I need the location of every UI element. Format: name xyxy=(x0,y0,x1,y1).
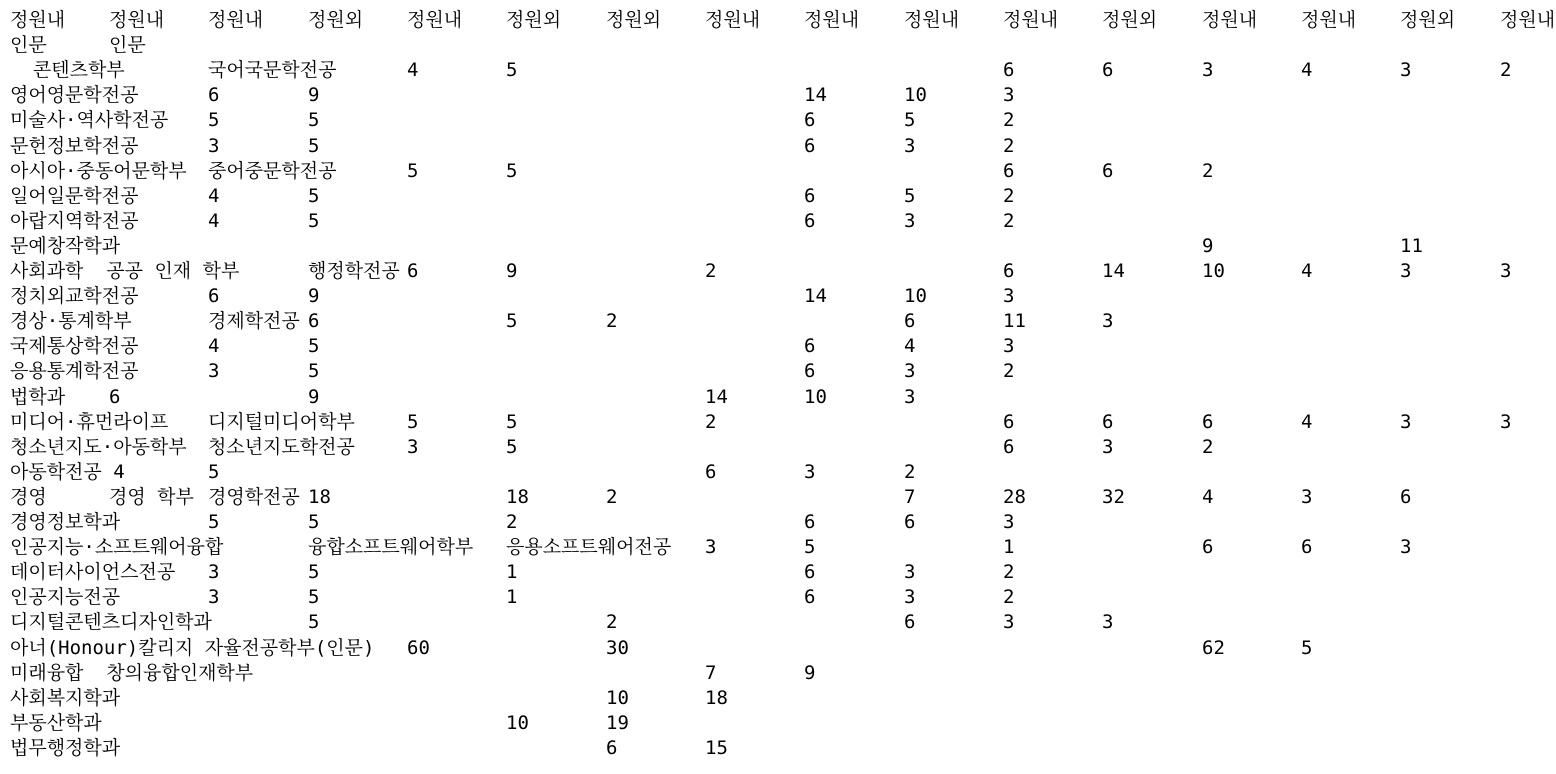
table-cell: 5 xyxy=(308,511,320,533)
table-cell: 5 xyxy=(407,159,419,182)
table-cell: 일어일문학전공 xyxy=(10,184,139,207)
table-cell: 2 xyxy=(1003,134,1015,157)
table-cell: 4 xyxy=(904,335,916,358)
table-cell: 2 xyxy=(1003,209,1015,232)
table-cell: 인공지능·소프트웨어융합 xyxy=(10,536,224,559)
table-row xyxy=(0,510,1556,535)
table-cell: 디지털콘텐츠디자인학과 xyxy=(10,611,212,634)
table-cell: 국어국문학전공 xyxy=(208,59,337,82)
table-cell: 4 xyxy=(208,184,220,207)
table-cell: 18 xyxy=(506,485,529,508)
table-cell: 6 xyxy=(1003,410,1015,433)
table-cell: 정원외 xyxy=(606,9,662,31)
table-cell: 6 xyxy=(1003,59,1015,82)
table-cell: 3 xyxy=(1102,611,1114,634)
table-cell: 18 xyxy=(308,485,331,508)
table-cell: 아랍지역학전공 xyxy=(10,209,139,232)
table-cell: 2 xyxy=(1500,59,1512,82)
table-cell: 3 xyxy=(904,385,916,408)
table-cell: 7 xyxy=(904,485,916,508)
table-cell: 5 xyxy=(208,511,220,533)
table-cell: 법무행정학과 xyxy=(10,736,121,759)
table-cell: 5 xyxy=(506,310,518,333)
table-cell: 5 xyxy=(308,109,320,132)
table-row xyxy=(0,334,1556,359)
table-cell: 6 xyxy=(705,460,717,483)
table-cell: 5 xyxy=(506,59,518,82)
table-cell: 융합소프트웨어학부 xyxy=(308,536,474,559)
table-cell: 6 xyxy=(804,360,816,383)
table-cell: 미디어·휴먼라이프 xyxy=(10,410,169,433)
table-cell: 중어중문학전공 xyxy=(208,159,337,182)
table-row xyxy=(0,610,1556,635)
table-cell: 30 xyxy=(606,636,629,659)
table-cell: 18 xyxy=(705,686,728,709)
table-cell: 14 xyxy=(705,385,728,408)
table-cell: 5 xyxy=(208,109,220,132)
table-cell: 법학과 xyxy=(10,385,66,408)
table-row xyxy=(0,159,1556,184)
table-cell: 6 xyxy=(208,285,220,308)
table-cell: 청소년지도·아동학부 xyxy=(10,435,187,458)
table-cell: 사회과학 공공 인재 학부 xyxy=(10,260,240,282)
table-cell: 콘텐츠학부 xyxy=(10,59,125,82)
table-cell: 11 xyxy=(1003,310,1026,333)
table-cell: 3 xyxy=(1500,410,1512,433)
table-cell: 9 xyxy=(506,260,518,282)
table-row xyxy=(0,585,1556,610)
table-cell: 9 xyxy=(308,385,320,408)
table-cell: 14 xyxy=(804,285,827,308)
table-row xyxy=(0,686,1556,711)
table-cell: 3 xyxy=(904,134,916,157)
table-cell: 6 xyxy=(1102,410,1114,433)
table-row xyxy=(0,385,1556,410)
table-cell: 6 xyxy=(804,184,816,207)
table-row xyxy=(0,58,1556,83)
table-cell: 3 xyxy=(208,561,220,584)
table-cell: 5 xyxy=(506,435,518,458)
table-cell: 4 xyxy=(1301,59,1313,82)
table-cell: 9 xyxy=(308,84,320,107)
table-cell: 정원내 xyxy=(109,9,165,31)
table-cell: 60 xyxy=(407,636,430,659)
table-cell: 3 xyxy=(208,134,220,157)
table-cell: 1 xyxy=(1003,536,1015,559)
table-cell: 정원외 xyxy=(506,9,562,31)
table-row xyxy=(0,661,1556,686)
table-cell: 6 xyxy=(1102,59,1114,82)
table-cell: 5 xyxy=(308,586,320,609)
table-cell: 정원내 xyxy=(904,9,960,31)
table-cell: 1 xyxy=(506,586,518,609)
table-cell: 6 xyxy=(804,209,816,232)
table-cell: 10 xyxy=(904,285,927,308)
table-cell: 4 xyxy=(407,59,419,82)
table-cell: 4 xyxy=(208,335,220,358)
table-cell: 5 xyxy=(506,159,518,182)
table-cell: 2 xyxy=(904,460,916,483)
table-cell: 2 xyxy=(1202,435,1214,458)
table-cell: 6 xyxy=(1003,159,1015,182)
table-row xyxy=(0,134,1556,159)
table-cell: 5 xyxy=(506,410,518,433)
table-cell: 3 xyxy=(1202,59,1214,82)
table-cell: 1 xyxy=(506,561,518,584)
table-cell: 2 xyxy=(1202,159,1214,182)
table-cell: 인문 xyxy=(10,34,47,57)
table-cell: 정원외 xyxy=(1400,9,1456,31)
table-cell: 6 xyxy=(904,611,916,634)
table-cell: 3 xyxy=(1003,511,1015,533)
table-cell: 3 xyxy=(1400,536,1412,559)
table-cell: 3 xyxy=(705,536,717,559)
table-cell: 10 xyxy=(506,711,529,734)
table-cell: 5 xyxy=(407,410,419,433)
table-cell: 경제학전공 xyxy=(208,310,300,333)
table-row xyxy=(0,560,1556,585)
table-cell: 정원내 xyxy=(1003,9,1059,31)
table-cell: 경영학전공 xyxy=(208,485,300,508)
table-cell: 경영정보학과 xyxy=(10,511,121,533)
table-cell: 6 xyxy=(1003,435,1015,458)
table-cell: 응용통계학전공 xyxy=(10,360,139,383)
table-cell: 2 xyxy=(1003,586,1015,609)
table-cell: 6 xyxy=(904,310,916,333)
table-cell: 6 xyxy=(1400,485,1412,508)
table-row xyxy=(0,636,1556,661)
table-cell: 5 xyxy=(804,536,816,559)
table-cell: 5 xyxy=(208,460,220,483)
table-cell: 6 xyxy=(804,134,816,157)
table-cell: 5 xyxy=(904,109,916,132)
table-cell: 3 xyxy=(1003,611,1015,634)
table-cell: 4 xyxy=(1301,410,1313,433)
table-cell: 3 xyxy=(1003,335,1015,358)
table-cell: 6 xyxy=(804,511,816,533)
table-cell: 문헌정보학전공 xyxy=(10,134,139,157)
table-cell: 5 xyxy=(308,134,320,157)
table-cell: 문예창작학과 xyxy=(10,234,121,257)
table-cell: 5 xyxy=(1301,636,1313,659)
table-cell: 5 xyxy=(308,335,320,358)
table-cell: 3 xyxy=(208,360,220,383)
table-cell: 3 xyxy=(1301,485,1313,508)
table-cell: 9 xyxy=(804,661,816,684)
table-cell: 3 xyxy=(1400,260,1412,282)
table-row xyxy=(0,435,1556,460)
table-cell: 62 xyxy=(1202,636,1225,659)
table-row xyxy=(0,108,1556,133)
table-cell: 정원내 xyxy=(1202,9,1258,31)
table-cell: 3 xyxy=(208,586,220,609)
table-row xyxy=(0,410,1556,435)
table-cell: 미술사·역사학전공 xyxy=(10,109,169,132)
table-cell: 9 xyxy=(308,285,320,308)
table-cell: 3 xyxy=(904,561,916,584)
table-cell: 6 xyxy=(804,586,816,609)
table-cell: 14 xyxy=(1102,260,1125,282)
table-cell: 3 xyxy=(904,586,916,609)
table-cell: 5 xyxy=(308,184,320,207)
table-cell: 아동학전공 4 xyxy=(10,460,125,483)
table-cell: 10 xyxy=(904,84,927,107)
table-cell: 6 xyxy=(1102,159,1114,182)
table-cell: 3 xyxy=(1102,435,1114,458)
table-row xyxy=(0,485,1556,510)
table-header-row xyxy=(0,33,1556,58)
table-cell: 5 xyxy=(308,611,320,634)
table-cell: 정원내 xyxy=(1500,9,1556,31)
table-cell: 3 xyxy=(407,435,419,458)
table-cell: 6 xyxy=(904,511,916,533)
table-row xyxy=(0,460,1556,485)
table-cell: 경영 학부 xyxy=(109,485,194,508)
table-cell: 6 xyxy=(407,260,419,282)
table-cell: 2 xyxy=(606,485,618,508)
table-cell: 32 xyxy=(1102,485,1125,508)
table-cell: 5 xyxy=(308,209,320,232)
table-cell: 정원외 xyxy=(1102,9,1158,31)
table-cell: 6 xyxy=(606,736,618,759)
table-cell: 정원내 xyxy=(407,9,463,31)
table-cell: 인문 xyxy=(109,34,146,57)
table-cell: 행정학전공 xyxy=(308,260,400,282)
table-row xyxy=(0,284,1556,309)
table-cell: 정원내 xyxy=(804,9,860,31)
table-row xyxy=(0,184,1556,209)
table-cell: 6 xyxy=(804,561,816,584)
table-cell: 사회복지학과 xyxy=(10,686,121,709)
table-cell: 9 xyxy=(1202,234,1214,257)
table-cell: 2 xyxy=(705,260,717,282)
table-cell: 10 xyxy=(1202,260,1225,282)
table-cell: 5 xyxy=(308,561,320,584)
table-cell: 인공지능전공 xyxy=(10,586,121,609)
table-cell: 정원외 xyxy=(308,9,364,31)
table-cell: 3 xyxy=(904,360,916,383)
table-cell: 3 xyxy=(1102,310,1114,333)
table-cell: 3 xyxy=(1003,285,1015,308)
table-cell: 6 xyxy=(1202,536,1214,559)
table-cell: 아시아·중동어문학부 xyxy=(10,159,187,182)
table-cell: 청소년지도학전공 xyxy=(208,435,355,458)
table-cell: 2 xyxy=(1003,561,1015,584)
table-row xyxy=(0,736,1556,761)
table-cell: 6 xyxy=(804,109,816,132)
table-cell: 10 xyxy=(606,686,629,709)
table-cell: 정치외교학전공 xyxy=(10,285,139,308)
table-cell: 3 xyxy=(1003,84,1015,107)
table-cell: 4 xyxy=(1301,260,1313,282)
table-cell: 정원내 xyxy=(1301,9,1357,31)
table-row xyxy=(0,309,1556,334)
table-cell: 4 xyxy=(208,209,220,232)
table-cell: 6 xyxy=(1003,260,1015,282)
table-cell: 경상·통계학부 xyxy=(10,310,132,333)
table-cell: 3 xyxy=(1500,260,1512,282)
table-cell: 영어영문학전공 xyxy=(10,84,139,107)
table-cell: 데이터사이언스전공 xyxy=(10,561,176,584)
table-row xyxy=(0,83,1556,108)
table-row xyxy=(0,234,1556,259)
table-cell: 28 xyxy=(1003,485,1026,508)
table-cell: 14 xyxy=(804,84,827,107)
table-cell: 정원내 xyxy=(705,9,761,31)
table-row xyxy=(0,535,1556,560)
table-cell: 경영 xyxy=(10,485,47,508)
table-cell: 15 xyxy=(705,736,728,759)
table-row xyxy=(0,209,1556,234)
table-cell: 6 xyxy=(1202,410,1214,433)
table-cell: 6 xyxy=(1301,536,1313,559)
table-cell: 2 xyxy=(705,410,717,433)
table-cell: 응용소프트웨어전공 xyxy=(506,536,672,559)
table-cell: 3 xyxy=(1400,410,1412,433)
table-cell: 10 xyxy=(804,385,827,408)
table-row xyxy=(0,259,1556,284)
table-cell: 아너(Honour)칼리지 자율전공학부(인문) xyxy=(10,636,375,659)
table-cell: 6 xyxy=(109,385,121,408)
table-cell: 2 xyxy=(1003,360,1015,383)
table-cell: 11 xyxy=(1400,234,1423,257)
table-cell: 2 xyxy=(606,611,618,634)
table-cell: 7 xyxy=(705,661,717,684)
table-cell: 2 xyxy=(1003,109,1015,132)
table-cell: 2 xyxy=(606,310,618,333)
table-cell: 3 xyxy=(1400,59,1412,82)
table-row xyxy=(0,359,1556,384)
table-cell: 2 xyxy=(1003,184,1015,207)
table-header-row xyxy=(0,8,1556,33)
table-cell: 정원내 xyxy=(10,9,66,31)
table-cell: 5 xyxy=(308,360,320,383)
table-cell: 3 xyxy=(804,460,816,483)
table-cell: 3 xyxy=(904,209,916,232)
table-cell: 디지털미디어학부 xyxy=(208,410,355,433)
table-cell: 6 xyxy=(208,84,220,107)
table-cell: 미래융합 창의융합인재학부 xyxy=(10,661,254,684)
table-cell: 부동산학과 xyxy=(10,711,102,734)
table-cell: 19 xyxy=(606,711,629,734)
table-cell: 정원내 xyxy=(208,9,264,31)
table-cell: 5 xyxy=(904,184,916,207)
table-cell: 6 xyxy=(308,310,320,333)
table-cell: 4 xyxy=(1202,485,1214,508)
table-cell: 6 xyxy=(804,335,816,358)
table-cell: 2 xyxy=(506,511,518,533)
table-row xyxy=(0,711,1556,736)
table-cell: 국제통상학전공 xyxy=(10,335,139,358)
